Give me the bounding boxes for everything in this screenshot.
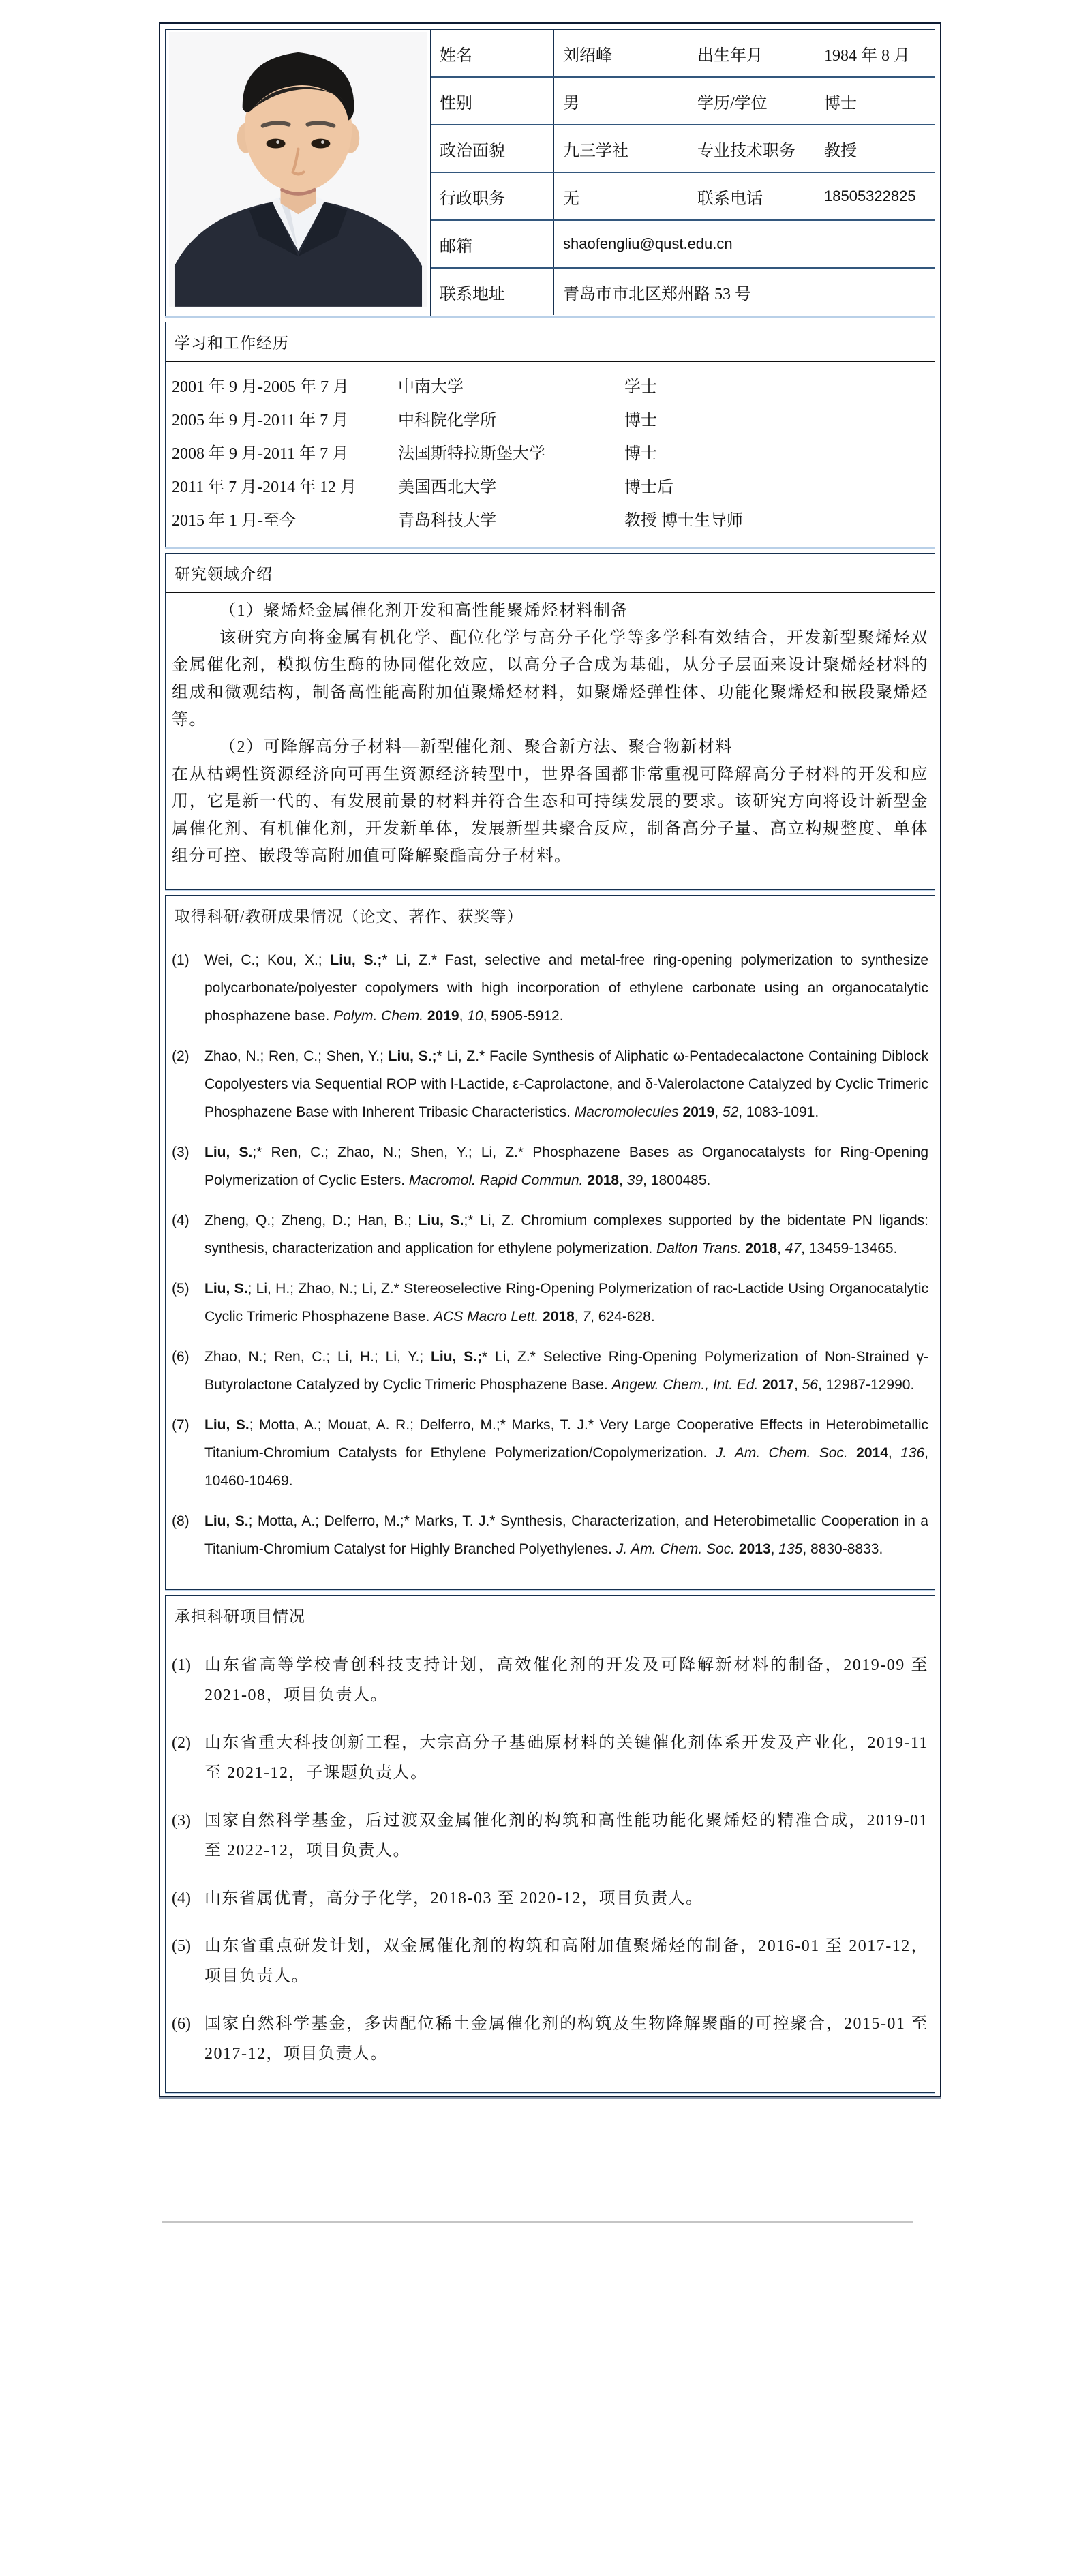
profile-fields — [431, 30, 935, 316]
photo-cell — [166, 30, 431, 316]
project-text: 山东省属优青，高分子化学，2018-03 至 2020-12，项目负责人。 — [204, 1889, 703, 1907]
research-paragraph: （2）可降解高分子材料—新型催化剂、聚合新方法、聚合物新材料 — [219, 738, 733, 756]
experience-role: 学士 — [624, 378, 657, 396]
project-item — [172, 1806, 928, 1866]
profile-table — [165, 29, 935, 316]
experience-period: 2015 年 1 月-至今 — [172, 511, 296, 530]
section-publications — [165, 895, 935, 1590]
birth-value: 1984 年 8 月 — [815, 30, 935, 76]
experience-header: 学习和工作经历 — [166, 322, 935, 362]
publication-item — [172, 1207, 928, 1262]
publication-number: (8) — [172, 1513, 189, 1529]
publication-number: (1) — [172, 952, 189, 968]
profile-row-2 — [431, 76, 935, 124]
section-research — [165, 553, 935, 890]
publication-number: (5) — [172, 1280, 189, 1297]
publication-item — [172, 1507, 928, 1563]
bottom-divider — [162, 2221, 913, 2223]
publication-text: Zhao, N.; Ren, C.; Li, H.; Li, Y.; Liu, S.;* Li, Z.* Selective Ring-Opening Polymerization of Non-Strained γ-Butyrolactone Catalyzed by Cyclic Trimeric Phosphazene Base. Angew. Chem., Int. Ed. 2017, 56, 12987-12990. — [204, 1348, 928, 1393]
project-item — [172, 2009, 928, 2069]
experience-row — [172, 401, 929, 435]
experience-role: 博士后 — [624, 478, 673, 496]
experience-period: 2011 年 7 月-2014 年 12 月 — [172, 478, 357, 496]
degree-value: 博士 — [815, 78, 935, 124]
title-value: 教授 — [815, 125, 935, 172]
publication-text: Liu, S.; Motta, A.; Mouat, A. R.; Delferro, M.;* Marks, T. J.* Very Large Cooperative Effects in Heterobimetallic Titanium-Chromium Catalysts for Ethylene Polymerization/Copolymerization. J. Am. Chem. Soc. 2014, 136, 10460-10469. — [204, 1416, 928, 1489]
name-label: 姓名 — [440, 46, 472, 65]
email-label: 邮箱 — [440, 237, 472, 256]
project-text: 山东省高等学校青创科技支持计划，高效催化剂的开发及可降解新材料的制备，2019-09 至 2021-08，项目负责人。 — [204, 1656, 928, 1704]
publication-item — [172, 1042, 928, 1126]
publication-text: Wei, C.; Kou, X.; Liu, S.;* Li, Z.* Fast, selective and metal-free ring-opening polymerization to synthesize polycarbonate/polyester copolymers with high incorporation of ethylene carbonate using an organocatalytic phosphazene base. Polym. Chem. 2019, 10, 5905-5912. — [204, 952, 929, 1024]
publication-text: Liu, S.; Motta, A.; Delferro, M.;* Marks, T. J.* Synthesis, Characterization, and Heterobimetallic Cooperation in a Titanium-Chromium Catalyst for Highly Branched Polyethylenes. J. Am. Chem. Soc. 2013, 135, 8830-8833. — [204, 1513, 928, 1557]
section-experience — [165, 322, 935, 547]
project-item — [172, 1728, 928, 1788]
profile-row-1 — [431, 30, 935, 76]
research-paragraph: 该研究方向将金属有机化学、配位化学与高分子化学等多学科有效结合，开发新型聚烯烃双金属催化剂，模拟仿生酶的协同催化效应，以高分子合成为基础，从分子层面来设计聚烯烃材料的组成和微观结构，制备高性能高附加值聚烯烃材料，如聚烯烃弹性体、功能化聚烯烃和嵌段聚烯烃等。 — [172, 628, 928, 729]
phone-label: 联系电话 — [688, 173, 815, 219]
email-value: shaofengliu@qust.edu.cn — [553, 221, 935, 267]
project-number: (1) — [172, 1656, 191, 1674]
experience-org: 中南大学 — [398, 378, 464, 396]
publication-item — [172, 1343, 928, 1399]
publication-number: (4) — [172, 1212, 189, 1228]
gender-value: 男 — [553, 78, 688, 124]
experience-row — [172, 502, 929, 535]
experience-row — [172, 435, 929, 468]
publication-item — [172, 946, 928, 1030]
political-value: 九三学社 — [553, 125, 688, 172]
experience-org: 美国西北大学 — [398, 478, 496, 496]
project-number: (6) — [172, 2014, 191, 2033]
project-number: (4) — [172, 1889, 191, 1907]
cv-document — [159, 22, 941, 2097]
publications-body — [166, 935, 935, 1589]
profile-row-4 — [431, 172, 935, 219]
project-item — [172, 1650, 928, 1710]
portrait-photo — [169, 32, 427, 307]
project-item — [172, 1931, 928, 1991]
project-text: 国家自然科学基金，多齿配位稀土金属催化剂的构筑及生物降解聚酯的可控聚合，2015-01 至 2017-12，项目负责人。 — [204, 2014, 928, 2063]
admin-value: 无 — [553, 173, 688, 219]
profile-row-email — [431, 219, 935, 267]
experience-role: 博士 — [624, 444, 657, 463]
project-number: (2) — [172, 1733, 191, 1752]
publication-number: (6) — [172, 1348, 189, 1365]
experience-role: 教授 博士生导师 — [624, 511, 743, 530]
title-label: 专业技术职务 — [688, 125, 815, 172]
profile-row-address — [431, 267, 935, 315]
publication-item — [172, 1275, 928, 1331]
projects-header: 承担科研项目情况 — [166, 1596, 935, 1635]
publication-text: Liu, S.;* Ren, C.; Zhao, N.; Shen, Y.; Li, Z.* Phosphazene Bases as Organocatalysts for Ring-Opening Polymerization of Cyclic Esters. Macromol. Rapid Commun. 2018, 39, 1800485. — [204, 1144, 928, 1188]
research-paragraph: 在从枯竭性资源经济向可再生资源经济转型中，世界各国都非常重视可降解高分子材料的开发和应用，它是新一代的、有发展前景的材料并符合生态和可持续发展的要求。该研究方向将设计新型金属催化剂、有机催化剂，开发新单体，发展新型共聚合反应，制备高分子量、高立构规整度、单体组分可控、嵌段等高附加值可降解聚酯高分子材料。 — [172, 765, 928, 865]
address-value: 青岛市市北区郑州路 53 号 — [553, 269, 935, 315]
publication-item — [172, 1138, 928, 1194]
phone-value: 18505322825 — [815, 173, 935, 219]
publication-text: Zhao, N.; Ren, C.; Shen, Y.; Liu, S.;* Li, Z.* Facile Synthesis of Aliphatic ω-Pentadecalactone Containing Diblock Copolyesters via Sequential ROP with l-Lactide, ε-Caprolactone, and δ-Valerolactone Catalyzed by Cyclic Trimeric Phosphazene Base with Inherent Tribasic Characteristics. Macromolecules 2019, 52, 1083-1091. — [204, 1048, 928, 1120]
experience-org: 法国斯特拉斯堡大学 — [398, 444, 545, 463]
experience-body — [166, 362, 935, 547]
projects-body — [166, 1635, 935, 2092]
name-value: 刘绍峰 — [553, 30, 688, 76]
degree-label: 学历/学位 — [688, 78, 815, 124]
birth-label: 出生年月 — [688, 30, 815, 76]
publications-header: 取得科研/教研成果情况（论文、著作、获奖等） — [166, 896, 935, 935]
section-projects — [165, 1595, 935, 2093]
experience-role: 博士 — [624, 411, 657, 429]
publication-number: (3) — [172, 1144, 189, 1160]
project-number: (5) — [172, 1937, 191, 1955]
experience-period: 2008 年 9 月-2011 年 7 月 — [172, 444, 349, 463]
publication-number: (2) — [172, 1048, 189, 1064]
project-text: 国家自然科学基金，后过渡双金属催化剂的构筑和高性能功能化聚烯烃的精准合成，2019-01 至 2022-12，项目负责人。 — [204, 1811, 928, 1860]
political-label: 政治面貌 — [440, 142, 505, 160]
address-label: 联系地址 — [440, 285, 505, 303]
publication-text: Zheng, Q.; Zheng, D.; Han, B.; Liu, S.;* Li, Z. Chromium complexes supported by the bidentate PN ligands: synthesis, characterization and application for ethylene polymerization. Dalton Trans. 2018, 47, 13459-13465. — [204, 1212, 929, 1256]
project-item — [172, 1883, 928, 1913]
experience-period: 2001 年 9 月-2005 年 7 月 — [172, 378, 349, 396]
experience-org: 青岛科技大学 — [398, 511, 496, 530]
project-text: 山东省重大科技创新工程，大宗高分子基础原材料的关键催化剂体系开发及产业化，2019-11 至 2021-12，子课题负责人。 — [204, 1733, 928, 1782]
publication-item — [172, 1411, 928, 1495]
research-paragraph: （1）聚烯烃金属催化剂开发和高性能聚烯烃材料制备 — [219, 601, 628, 620]
research-header: 研究领域介绍 — [166, 554, 935, 593]
admin-label: 行政职务 — [440, 190, 505, 208]
experience-period: 2005 年 9 月-2011 年 7 月 — [172, 411, 349, 429]
publication-number: (7) — [172, 1416, 189, 1433]
publication-text: Liu, S.; Li, H.; Zhao, N.; Li, Z.* Stereoselective Ring-Opening Polymerization of rac-Lactide Using Organocatalytic Cyclic Trimeric Phosphazene Base. ACS Macro Lett. 2018, 7, 624-628. — [204, 1280, 929, 1324]
gender-label: 性别 — [440, 94, 472, 112]
project-number: (3) — [172, 1811, 191, 1830]
experience-row — [172, 368, 929, 401]
project-text: 山东省重点研发计划，双金属催化剂的构筑和高附加值聚烯烃的制备，2016-01 至 2017-12，项目负责人。 — [204, 1937, 928, 1985]
research-body — [166, 593, 935, 889]
profile-row-3 — [431, 124, 935, 172]
experience-row — [172, 468, 929, 502]
experience-org: 中科院化学所 — [398, 411, 496, 429]
